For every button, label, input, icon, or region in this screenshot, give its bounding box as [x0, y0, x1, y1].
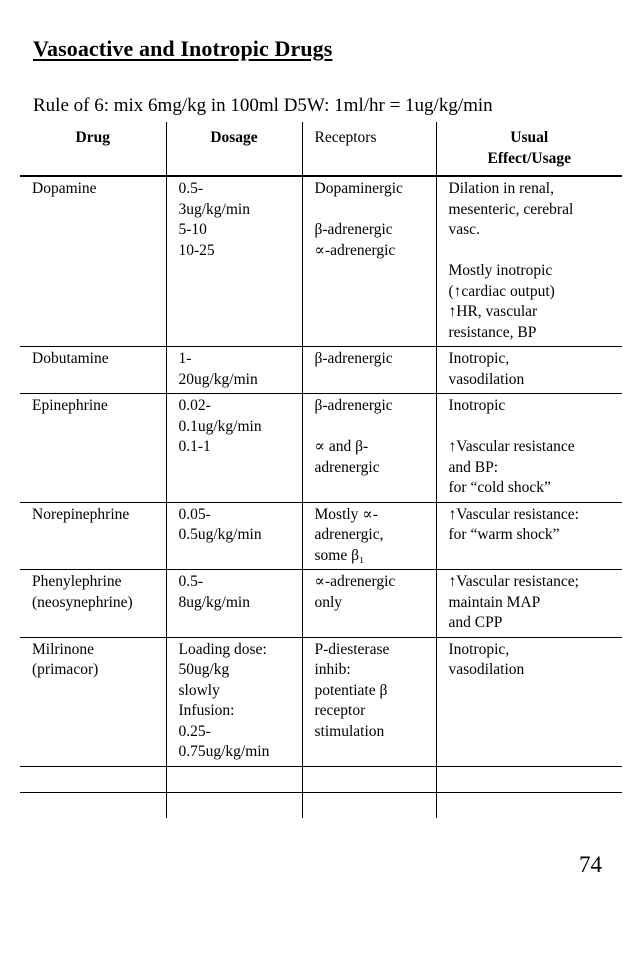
drug-cell: Epinephrine: [20, 394, 166, 503]
receptors-cell: P-diesterase inhib: potentiate β receptor stimulation: [302, 637, 436, 766]
header-dosage: Dosage: [166, 122, 302, 176]
empty-row: [20, 766, 622, 792]
effect-cell: Dilation in renal, mesenteric, cerebral vasc. Mostly inotropic (↑cardiac output) ↑HR, vascular resistance, BP: [436, 176, 622, 347]
drug-table: [20, 122, 622, 818]
empty-row: [20, 792, 622, 818]
page-title: Vasoactive and Inotropic Drugs: [33, 36, 333, 61]
receptors-cell: Mostly ∝- adrenergic, some β₁: [302, 502, 436, 570]
receptors-cell: β-adrenergic ∝ and β- adrenergic: [302, 394, 436, 503]
header-effect: Usual Effect/Usage: [436, 122, 622, 176]
dosage-cell: 0.5- 8ug/kg/min: [166, 570, 302, 638]
effect-cell: ↑Vascular resistance; maintain MAP and CPP: [436, 570, 622, 638]
receptors-cell: β-adrenergic: [302, 347, 436, 394]
rule-of-six-note: Rule of 6: mix 6mg/kg in 100ml D5W: 1ml/hr = 1ug/kg/min: [33, 95, 493, 116]
drug-cell: Dobutamine: [20, 347, 166, 394]
dosage-cell: 0.05- 0.5ug/kg/min: [166, 502, 302, 570]
receptors-cell: Dopaminergic β-adrenergic ∝-adrenergic: [302, 176, 436, 347]
drug-cell: Phenylephrine (neosynephrine): [20, 570, 166, 638]
table-row: [20, 394, 622, 503]
page-number: 74: [579, 852, 602, 877]
drug-cell: Milrinone (primacor): [20, 637, 166, 766]
drug-cell: Dopamine: [20, 176, 166, 347]
dosage-cell: 1- 20ug/kg/min: [166, 347, 302, 394]
effect-cell: Inotropic ↑Vascular resistance and BP: for “cold shock”: [436, 394, 622, 503]
table-row: [20, 637, 622, 766]
effect-cell: Inotropic, vasodilation: [436, 347, 622, 394]
table-row: [20, 502, 622, 570]
table-row: [20, 176, 622, 347]
table-row: [20, 347, 622, 394]
header-receptors: Receptors: [302, 122, 436, 176]
dosage-cell: 0.02- 0.1ug/kg/min 0.1-1: [166, 394, 302, 503]
drug-cell: Norepinephrine: [20, 502, 166, 570]
dosage-cell: Loading dose: 50ug/kg slowly Infusion: 0.25- 0.75ug/kg/min: [166, 637, 302, 766]
header-drug: Drug: [75, 129, 110, 146]
table-row: [20, 570, 622, 638]
effect-cell: ↑Vascular resistance: for “warm shock”: [436, 502, 622, 570]
receptors-cell: ∝-adrenergic only: [302, 570, 436, 638]
dosage-cell: 0.5- 3ug/kg/min 5-10 10-25: [166, 176, 302, 347]
effect-cell: Inotropic, vasodilation: [436, 637, 622, 766]
